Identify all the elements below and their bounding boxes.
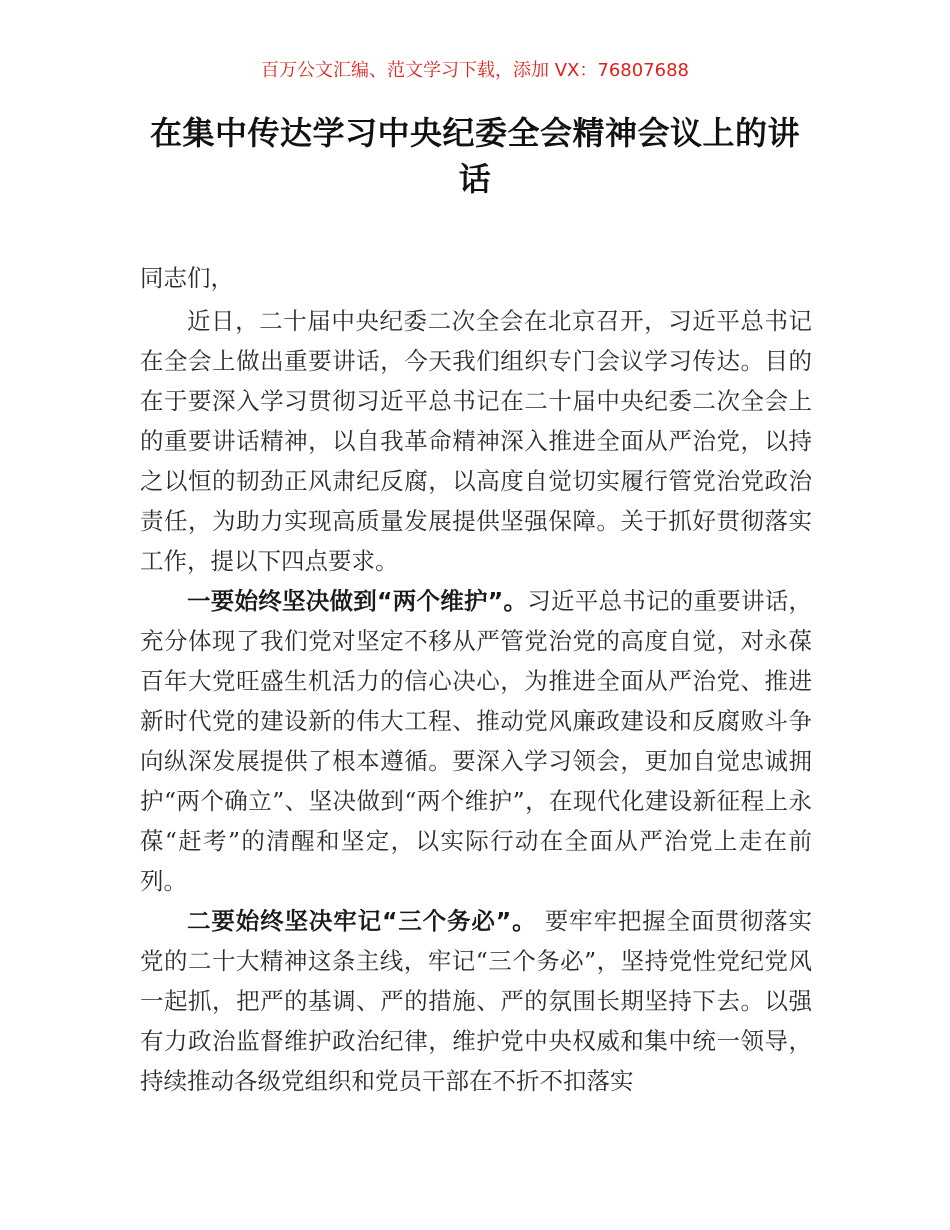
paragraph-lead: 一要始终坚决做到“两个维护”。 (187, 587, 528, 615)
watermark-banner: 百万公文汇编、范文学习下载，添加 VX：76807688 (261, 60, 689, 81)
paragraph-lead: 二要始终坚决牢记“三个务必”。 (187, 907, 537, 935)
paragraph-text: 习近平总书记的重要讲话，充分体现了我们党对坚定不移从严管党治党的高度自觉，对永葆百年大党旺盛生机活力的信心决心，为推进全面从严治党、推进新时代党的建设新的伟大工程、推动党风廉政建设和反腐败斗争向纵深发展提供了根本遵循。要深入学习领会，更加自觉忠诚拥护“两个确立”、坚决做到“两个维护”，在现代化建设新征程上永葆“赶考”的清醒和坚定，以实际行动在全面从严治党上走在前列。 (140, 587, 812, 895)
paragraph-text: 近日，二十届中央纪委二次全会在北京召开，习近平总书记在全会上做出重要讲话，今天我们组织专门会议学习传达。目的在于要深入学习贯彻习近平总书记在二十届中央纪委二次全会上的重要讲话精神，以自我革命精神深入推进全面从严治党，以持之以恒的韧劲正风肃纪反腐，以高度自觉切实履行管党治党政治责任，为助力实现高质量发展提供坚强保障。关于抓好贯彻落实工作，提以下四点要求。 (140, 307, 812, 575)
paragraph-text: 要牢牢把握全面贯彻落实党的二十大精神这条主线，牢记“三个务必”，坚持党性党纪党风一起抓，把严的基调、严的措施、严的氛围长期坚持下去。以强有力政治监督维护政治纪律，维护党中央权威和集中统一领导，持续推动各级党组织和党员干部在不折不扣落实 (140, 907, 812, 1095)
salutation: 同志们， (140, 264, 234, 292)
paragraph-point-2 (140, 901, 812, 1101)
document-body (140, 258, 812, 1101)
paragraph-intro (140, 301, 812, 581)
document-title: 在集中传达学习中央纪委全会精神会议上的讲话 (149, 114, 800, 198)
paragraph-point-1 (140, 581, 812, 901)
